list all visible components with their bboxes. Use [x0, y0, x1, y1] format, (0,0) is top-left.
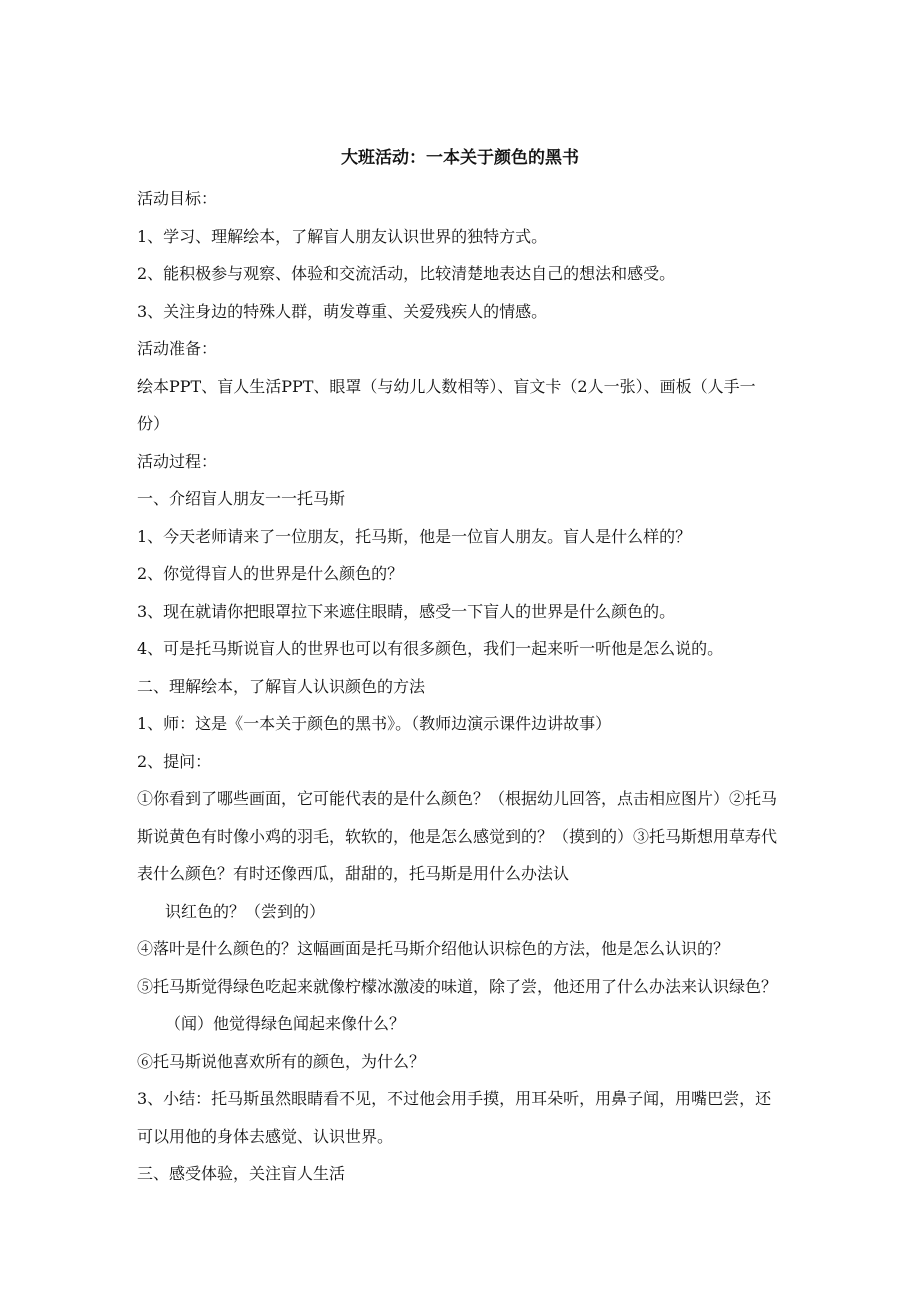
- question-item-5-line-1: ⑤托马斯觉得绿色吃起来就像柠檬冰激凌的味道，除了尝，他还用了什么办法来认识绿色？: [137, 976, 778, 996]
- process-part-3-heading: 三、感受体验，关注盲人生活: [137, 1164, 346, 1183]
- process-part-1-item-3: 3、现在就请你把眼罩拉下来遮住眼睛，感受一下盲人的世界是什么颜色的。: [137, 601, 676, 621]
- document-title: 大班活动：一本关于颜色的黑书: [341, 148, 579, 168]
- question-paragraph-line-3: 表什么颜色？有时还像西瓜，甜甜的，托马斯是用什么办法认: [137, 864, 570, 883]
- section-heading-goals: 活动目标：: [137, 189, 218, 208]
- goal-item-3: 3、关注身边的特殊人群，萌发尊重、关爱残疾人的情感。: [137, 301, 548, 321]
- goal-item-2: 2、能积极参与观察、体验和交流活动，比较清楚地表达自己的想法和感受。: [137, 264, 676, 283]
- preparation-text-line-2: 份）: [137, 414, 170, 433]
- process-part-2-heading: 二、理解绘本，了解盲人认识颜色的方法: [137, 676, 426, 696]
- section-heading-process: 活动过程：: [137, 451, 218, 471]
- goal-item-1: 1、学习、理解绘本，了解盲人朋友认识世界的独特方式。: [137, 226, 548, 246]
- question-item-5-line-2: （闻）他觉得绿色闻起来像什么？: [165, 1014, 406, 1033]
- process-part-1-heading: 一、介绍盲人朋友一一托马斯: [137, 489, 346, 508]
- preparation-text-line-1: 绘本PPT、盲人生活PPT、眼罩（与幼儿人数相等）、盲文卡（2人一张）、画板（人手一: [137, 376, 756, 396]
- process-part-1-item-2: 2、你觉得盲人的世界是什么颜色的？: [137, 564, 404, 583]
- summary-line-1: 3、小结：托马斯虽然眼睛看不见，不过他会用手摸，用耳朵听，用鼻子闻，用嘴巴尝，还: [137, 1089, 772, 1108]
- section-heading-preparation: 活动准备：: [137, 339, 218, 358]
- process-part-1-item-4: 4、可是托马斯说盲人的世界也可以有很多颜色，我们一起来听一听他是怎么说的。: [137, 639, 724, 658]
- question-item-6: ⑥托马斯说他喜欢所有的颜色，为什么？: [137, 1051, 426, 1071]
- process-part-2-item-1: 1、师：这是《一本关于颜色的黑书》。（教师边演示课件边讲故事）: [137, 714, 612, 733]
- question-paragraph-line-4: 识红色的？（尝到的）: [165, 901, 326, 921]
- summary-line-2: 可以用他的身体去感觉、认识世界。: [137, 1126, 394, 1146]
- process-part-2-item-2: 2、提问：: [137, 751, 212, 771]
- process-part-1-item-1: 1、今天老师请来了一位朋友，托马斯，他是一位盲人朋友。盲人是什么样的？: [137, 526, 692, 546]
- question-paragraph-line-1: ①你看到了哪些画面，它可能代表的是什么颜色？（根据幼儿回答，点击相应图片）②托马: [137, 789, 778, 808]
- question-item-4: ④落叶是什么颜色的？这幅画面是托马斯介绍他认识棕色的方法，他是怎么认识的？: [137, 939, 730, 958]
- question-paragraph-line-2: 斯说黄色有时像小鸡的羽毛，软软的，他是怎么感觉到的？（摸到的）③托马斯想用草寿代: [137, 826, 778, 846]
- document-body: [137, 180, 827, 1193]
